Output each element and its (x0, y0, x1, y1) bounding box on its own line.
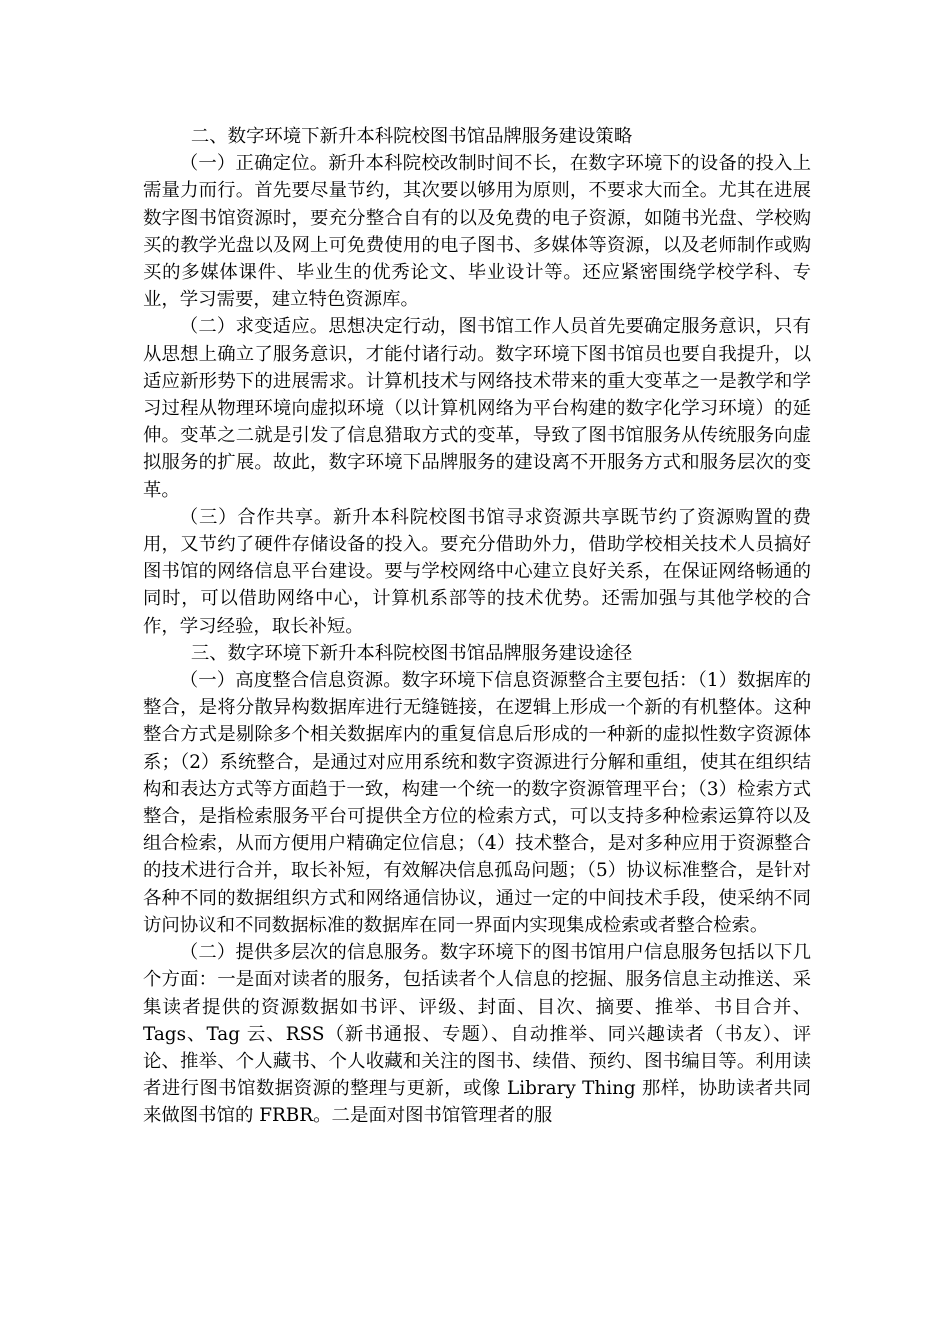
document-body (143, 123, 811, 1130)
section-heading-3: 三、数字环境下新升本科院校图书馆品牌服务建设途径 (190, 642, 633, 664)
paragraph-positioning: （一）正确定位。新升本科院校改制时间不长，在数字环境下的设备的投入上需量力而行。首先要尽量节约，其次要以够用为原则，不要求大而全。尤其在进展数字图书馆资源时，要充分整合自有的以及免费的电子资源，如随书光盘、学校购买的教学光盘以及网上可免费使用的电子图书、多媒体等资源，以及老师制作或购买的多媒体课件、毕业生的优秀论文、毕业设计等。还应紧密围绕学校学科、专业，学习需要，建立特色资源库。 (143, 153, 811, 311)
paragraph-adaptation: （二）求变适应。思想决定行动，图书馆工作人员首先要确定服务意识，只有从思想上确立了服务意识，才能付诸行动。数字环境下图书馆员也要自我提升，以适应新形势下的进展需求。计算机技术与网络技术带来的重大变革之一是教学和学习过程从物理环境向虚拟环境（以计算机网络为平台构建的数字化学习环境）的延伸。变革之二就是引发了信息猎取方式的变革，导致了图书馆服务从传统服务向虚拟服务的扩展。故此，数字环境下品牌服务的建设离不开服务方式和服务层次的变革。 (143, 316, 811, 501)
paragraph-integration: （一）高度整合信息资源。数字环境下信息资源整合主要包括：（1）数据库的整合，是将分散异构数据库进行无缝链接，在逻辑上形成一个新的有机整体。这种整合方式是剔除多个相关数据库内的重复信息后形成的一种新的虚拟性数字资源体系；（2）系统整合，是通过对应用系统和数字资源进行分解和重组，使其在组织结构和表达方式等方面趋于一致，构建一个统一的数字资源管理平台；（3）检索方式整合，是指检索服务平台可提供全方位的检索方式，可以支持多种检索运算符以及组合检索，从而方便用户精确定位信息；（4）技术整合，是对多种应用于资源整合的技术进行合并，取长补短，有效解决信息孤岛问题；（5）协议标准整合，是针对各种不同的数据组织方式和网络通信协议，通过一定的中间技术手段，使采纳不同访问协议和不同数据标准的数据库在同一界面内实现集成检索或者整合检索。 (143, 670, 811, 936)
section-heading-2: 二、数字环境下新升本科院校图书馆品牌服务建设策略 (190, 126, 633, 147)
paragraph-multilevel-service: （二）提供多层次的信息服务。数字环境下的图书馆用户信息服务包括以下几个方面：一是面对读者的服务，包括读者个人信息的挖掘、服务信息主动推送、采集读者提供的资源数据如书评、评级、封面、目次、摘要、推举、书目合并、Tags、Tag 云、RSS（新书通报、专题）、自动推举、同兴趣读者（书友）、评论、推举、个人藏书、个人收藏和关注的图书、续借、预约、图书编目等。利用读者进行图书馆数据资源的整理与更新，或像 Library Thing 那样，协助读者共同来做图书馆的 FRBR。二是面对图书馆管理者的服 (143, 942, 811, 1127)
paragraph-cooperation: （三）合作共享。新升本科院校图书馆寻求资源共享既节约了资源购置的费用，又节约了硬件存储设备的投入。要充分借助外力，借助学校相关技术人员搞好图书馆的网络信息平台建设。要与学校网络中心建立良好关系，在保证网络畅通的同时，可以借助网络中心，计算机系部等的技术优势。还需加强与其他学校的合作，学习经验，取长补短。 (143, 506, 811, 637)
